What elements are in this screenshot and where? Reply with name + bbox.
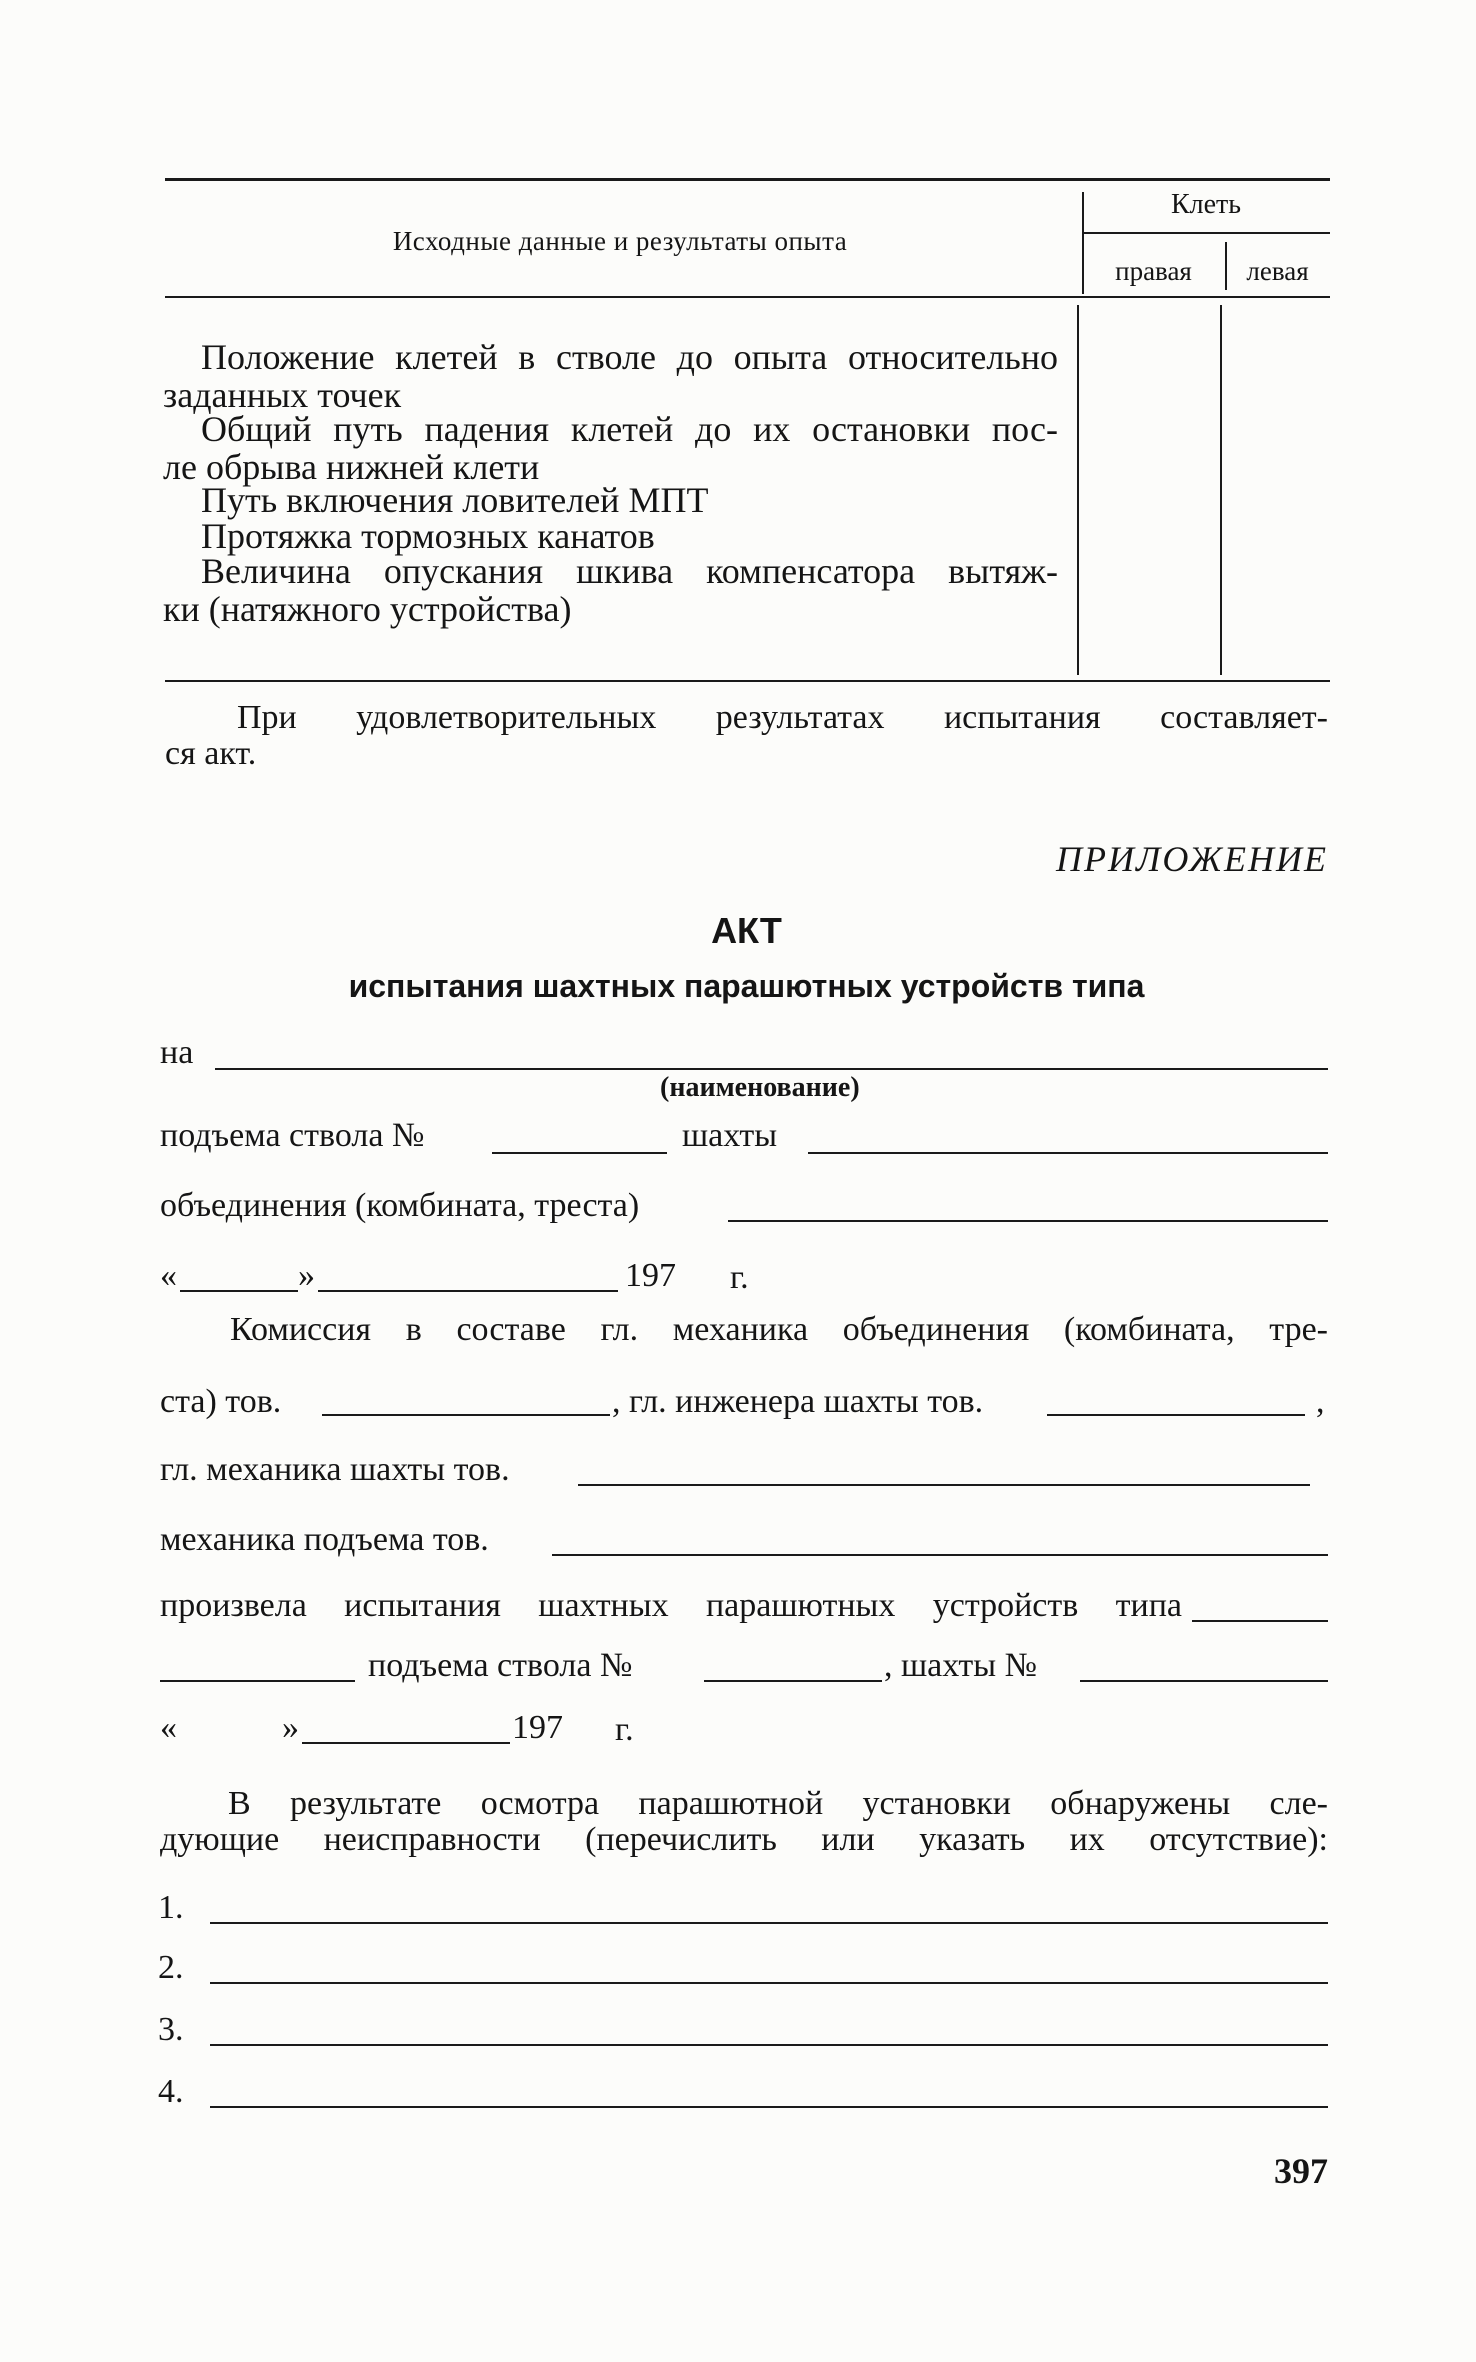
label-naimenovanie: (наименование) bbox=[660, 1072, 860, 1103]
label-podema-stvola-2: подъема ствола № bbox=[368, 1647, 633, 1684]
label-na: на bbox=[160, 1034, 194, 1071]
komissiya-line-1: Комиссия в составе гл. механика объединения (комбината, тре- bbox=[230, 1311, 1328, 1348]
field-shakhty[interactable] bbox=[808, 1152, 1328, 1154]
numbered-label-1: 1. bbox=[158, 1889, 184, 1926]
numbered-label-3: 3. bbox=[158, 2011, 184, 2048]
date2-close-quote: » bbox=[282, 1709, 299, 1746]
table-row-2-line-1: Общий путь падения клетей до их остановки пос- bbox=[201, 409, 1058, 449]
field-tipa[interactable] bbox=[1192, 1620, 1328, 1622]
label-gl-mekhanika: гл. механика шахты тов. bbox=[160, 1451, 510, 1488]
field-na-line[interactable] bbox=[215, 1068, 1328, 1070]
label-mekhanika-podema: механика подъема тов. bbox=[160, 1521, 489, 1558]
table-bottom-rule bbox=[165, 680, 1330, 682]
table-header-main: Исходные данные и результаты опыта bbox=[392, 226, 848, 256]
table-vrule-body-2 bbox=[1220, 305, 1222, 675]
table-top-rule bbox=[165, 178, 1330, 181]
field-gl-mekhanika-obedineniya[interactable] bbox=[322, 1414, 610, 1416]
numbered-label-2: 2. bbox=[158, 1949, 184, 1986]
label-gl-inzhenera: , гл. инженера шахты тов. bbox=[612, 1383, 984, 1420]
table-row-5-line-1: Величина опускания шкива компенсатора вытяж- bbox=[201, 551, 1058, 591]
table-vrule-body-1 bbox=[1077, 305, 1079, 675]
after-table-line-2: ся акт. bbox=[165, 735, 257, 772]
label-shakhty: шахты bbox=[682, 1117, 778, 1154]
table-row-2-line-2: ле обрыва нижней клети bbox=[163, 447, 540, 487]
appendix-label: ПРИЛОЖЕНИЕ bbox=[1056, 839, 1328, 879]
table-vrule-header-2 bbox=[1225, 242, 1227, 290]
table-row-1-line-2: заданных точек bbox=[163, 375, 402, 415]
field-date2-month[interactable] bbox=[302, 1742, 510, 1744]
table-row-3 bbox=[201, 481, 1058, 519]
table-row-4 bbox=[201, 517, 1058, 555]
field-stvola-no-2[interactable] bbox=[704, 1680, 882, 1682]
after-table-line-1: При удовлетворительных результатах испытания составляет- bbox=[237, 699, 1328, 736]
field-mekhanika-podema[interactable] bbox=[552, 1554, 1328, 1556]
label-shakhty-no: , шахты № bbox=[884, 1647, 1038, 1684]
field-shakhty-no[interactable] bbox=[1080, 1680, 1328, 1682]
table-row-5 bbox=[163, 552, 1058, 628]
label-comma: , bbox=[1316, 1383, 1325, 1420]
result-line-2: дующие неисправности (перечислить или указать их отсутствие): bbox=[160, 1821, 1328, 1858]
numbered-field-2[interactable] bbox=[210, 1982, 1328, 1984]
field-date1-month[interactable] bbox=[318, 1290, 618, 1292]
result-line-1: В результате осмотра парашютной установки обнаружены сле- bbox=[228, 1785, 1328, 1822]
numbered-label-4: 4. bbox=[158, 2073, 184, 2110]
table-header-bottom-rule bbox=[165, 296, 1330, 298]
page-number: 397 bbox=[1274, 2151, 1328, 2191]
field-obedineniya[interactable] bbox=[728, 1220, 1328, 1222]
numbered-field-1[interactable] bbox=[210, 1922, 1328, 1924]
table-row-2 bbox=[163, 410, 1058, 486]
label-komissiya-sta: ста) тов. bbox=[160, 1383, 282, 1420]
date1-year: 197 bbox=[625, 1257, 676, 1294]
act-title: АКТ bbox=[711, 910, 782, 951]
field-tipa-continued[interactable] bbox=[160, 1680, 355, 1682]
field-date1-day[interactable] bbox=[180, 1290, 298, 1292]
table-header-group: Клеть bbox=[1170, 189, 1242, 220]
table-header-right: правая bbox=[1115, 256, 1192, 286]
after-table-paragraph bbox=[165, 700, 1328, 772]
numbered-field-4[interactable] bbox=[210, 2106, 1328, 2108]
numbered-field-3[interactable] bbox=[210, 2044, 1328, 2046]
table-row-3-line-1: Путь включения ловителей МПТ bbox=[201, 480, 709, 520]
table-header-group-rule bbox=[1082, 232, 1330, 234]
field-gl-mekhanika[interactable] bbox=[578, 1484, 1310, 1486]
label-podema-stvola: подъема ствола № bbox=[160, 1117, 425, 1154]
table-row-1 bbox=[163, 338, 1058, 414]
label-obedineniya: объединения (комбината, треста) bbox=[160, 1187, 640, 1224]
act-subtitle: испытания шахтных парашютных устройств типа bbox=[348, 968, 1145, 1004]
table-row-4-line-1: Протяжка тормозных канатов bbox=[201, 516, 655, 556]
table-header-left: левая bbox=[1246, 256, 1309, 286]
table-row-1-line-1: Положение клетей в стволе до опыта относительно bbox=[201, 337, 1058, 377]
date1-g: г. bbox=[730, 1259, 749, 1296]
table-row-5-line-2: ки (натяжного устройства) bbox=[163, 589, 572, 629]
date1-open-quote: « bbox=[160, 1257, 177, 1294]
table-vrule-header-1 bbox=[1082, 192, 1084, 294]
field-stvola-no[interactable] bbox=[492, 1152, 667, 1154]
label-proizvela: произвела испытания шахтных парашютных устройств типа bbox=[160, 1587, 1182, 1624]
date2-g: г. bbox=[615, 1711, 634, 1748]
result-paragraph bbox=[160, 1786, 1328, 1858]
field-gl-inzhenera[interactable] bbox=[1047, 1414, 1305, 1416]
date2-open-quote: « bbox=[160, 1709, 177, 1746]
date1-close-quote: » bbox=[298, 1257, 315, 1294]
date2-year: 197 bbox=[512, 1709, 563, 1746]
